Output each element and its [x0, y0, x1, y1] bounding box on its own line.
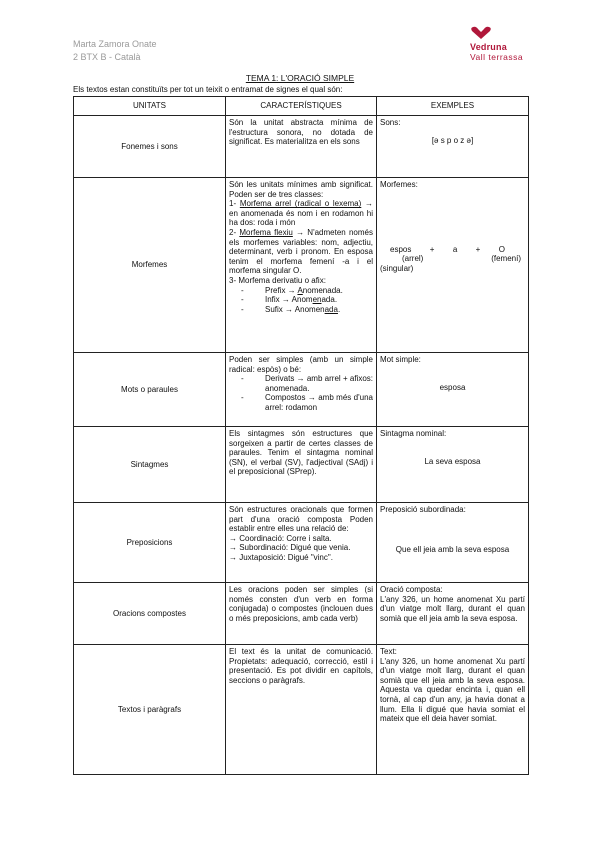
header-exemples: EXEMPLES: [377, 97, 529, 116]
intro-text: Els textos estan constituïts per tot un teixit o entramat de signes el qual són:: [73, 85, 343, 94]
course-label: 2 BTX B - Català: [73, 52, 141, 62]
logo-place: Vall terrassa: [470, 52, 524, 62]
table-row: [74, 645, 529, 775]
author-name: Marta Zamora Onate: [73, 39, 157, 49]
example-label: Text:: [380, 647, 397, 656]
example-oracions: [377, 583, 529, 645]
unit-mots: Mots o paraules: [74, 353, 226, 427]
header-left: [73, 38, 157, 64]
example-value: La seva esposa: [424, 456, 481, 466]
morfemes-item-1: 1- Morfema arrel (radical o lexema) → en anomenada és nom i en rodamon hi ha dos: roda i món: [229, 199, 373, 228]
table-row: [74, 116, 529, 178]
example-textos: [377, 645, 529, 775]
desc-sintagmes: Els sintagmes són estructures que sorgeixen a partir de certes classes de paraules. Tenim el sintagma nominal (SN), el verbal (SV), l'adjectival (SAdj) i el preposicional (SPrep).: [226, 427, 377, 503]
desc-oracions: Les oracions poden ser simples (si només consten d'un verb en forma conjugada) o compostes (inclouen dues o més preposicions, amb cada verb): [226, 583, 377, 645]
school-logo: [470, 26, 550, 62]
morfemes-intro: Són les unitats mínimes amb significat. Poden ser de tres classes:: [229, 180, 373, 199]
table-row: [74, 427, 529, 503]
unit-textos: Textos i paràgrafs: [74, 645, 226, 775]
desc-morfemes: [226, 178, 377, 353]
example-value: esposa: [439, 382, 466, 392]
unit-oracions: Oracions compostes: [74, 583, 226, 645]
example-label: Morfemes:: [380, 180, 418, 189]
example-sintagmes: [377, 427, 529, 503]
header-unitats: UNITATS: [74, 97, 226, 116]
list-item: - Compostos → amb més d'una arrel: rodamon: [241, 393, 373, 412]
morfemes-item-2: 2- Morfema flexiu → N'admeten només els morfemes variables: nom, adjectiu, determinant, verb i pronom. En esposa tenim el morfema femení -a i el morfema singular O.: [229, 227, 373, 276]
desc-fonemes: Són la unitat abstracta mínima de l'estructura sonora, no dotada de significat. Es materialitza en els sons: [226, 116, 377, 178]
morfemes-label-singular: (singular): [380, 263, 414, 273]
example-value: Que ell jeia amb la seva esposa: [395, 544, 510, 554]
list-item: - Sufix → Anomenada.: [241, 305, 373, 315]
table-row: [74, 353, 529, 427]
relation-subordinacio: → Subordinació: Digué que venia.: [229, 543, 351, 553]
desc-preposicions: [226, 503, 377, 583]
table-row: [74, 178, 529, 353]
table-row: [74, 503, 529, 583]
units-table: [73, 96, 529, 775]
unit-morfemes: Morfemes: [74, 178, 226, 353]
preposicions-intro: Són estructures oracionals que formen part d'una oració composta Poden establir entre elles una relació de:: [229, 505, 373, 534]
desc-textos: El text és la unitat de comunicació. Propietats: adequació, correcció, estil i presentació. Es pot dividir en capítols, seccions o paràgrafs.: [226, 645, 377, 775]
unit-sintagmes: Sintagmes: [74, 427, 226, 503]
morfemes-breakdown: espos + a + O: [390, 244, 505, 254]
example-fonemes: [377, 116, 529, 178]
table-header-row: [74, 97, 529, 116]
morfemes-labels: (arrel) (femení): [402, 254, 521, 264]
example-value: L'any 326, un home anomenat Xu partí d'un viatge molt llarg, durant el quan somià que ell jeia amb la seva esposa.: [380, 594, 525, 623]
unit-fonemes: Fonemes i sons: [74, 116, 226, 178]
example-value: L'any 326, un home anomenat Xu partí d'un viatge molt llarg, durant el quan somià que ell jeia amb la seva esposa. Aquesta va quedar encinta i, quan ell tornà, al cap d'un any, ja havia donat a llum. Ella li digué que havia somiat el mateix que ell deia haver somiat.: [380, 656, 525, 724]
morfemes-item-3: 3- Morfema derivatiu o afix:: [229, 275, 326, 285]
unit-preposicions: Preposicions: [74, 503, 226, 583]
example-label: Oració composta:: [380, 585, 443, 594]
list-item: - Derivats → amb arrel + afixos: anomenada.: [241, 374, 373, 393]
example-label: Mot simple:: [380, 355, 421, 364]
relation-juxtaposicio: → Juxtaposició: Digué "vinc".: [229, 552, 333, 562]
example-label: Preposició subordinada:: [380, 505, 466, 514]
heart-logo-icon: [470, 26, 492, 40]
example-mots: [377, 353, 529, 427]
example-label: Sintagma nominal:: [380, 429, 447, 438]
header-caracteristiques: CARACTERÍSTIQUES: [226, 97, 377, 116]
logo-name: Vedruna: [470, 42, 507, 52]
list-item: - Prefix → Anomenada.: [241, 286, 373, 296]
example-morfemes: [377, 178, 529, 353]
mots-intro: Poden ser simples (amb un simple radical: espòs) o bé:: [229, 355, 373, 374]
list-item: - Infix → Anomenada.: [241, 295, 373, 305]
page-title: TEMA 1: L'ORACIÓ SIMPLE: [245, 73, 355, 83]
table-row: [74, 583, 529, 645]
example-value: [ə s p o z ə]: [431, 135, 474, 145]
example-label: Sons:: [380, 118, 401, 127]
relation-coordinacio: → Coordinació: Corre i salta.: [229, 533, 332, 543]
desc-mots: [226, 353, 377, 427]
example-preposicions: [377, 503, 529, 583]
